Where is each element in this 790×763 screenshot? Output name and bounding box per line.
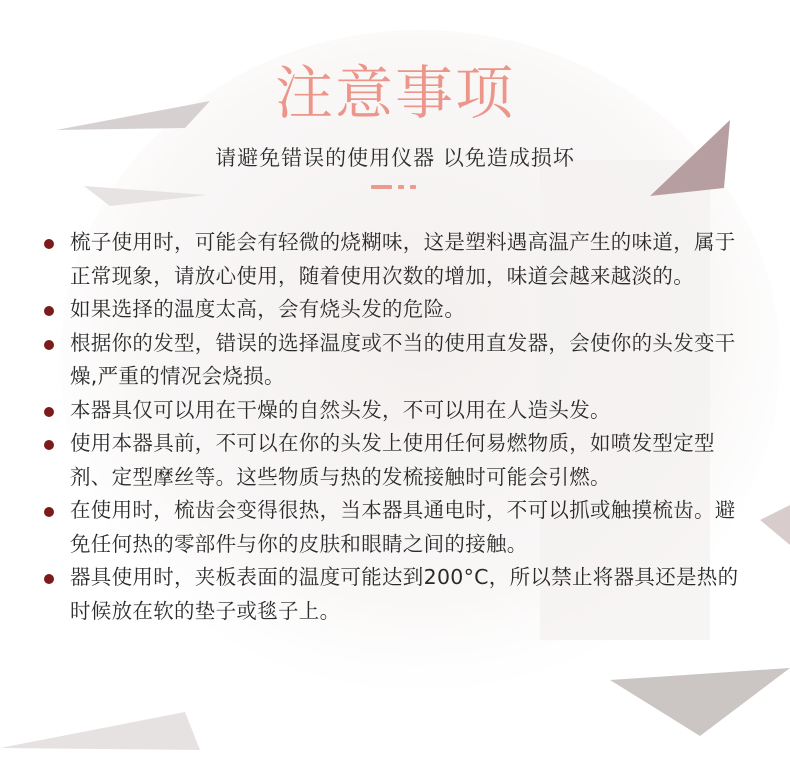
divider-segment-1 — [371, 185, 392, 189]
bullet-dot-icon — [44, 239, 54, 249]
page-title: 注意事项 — [274, 59, 515, 127]
list-item — [44, 327, 744, 394]
bullet-dot-icon — [44, 340, 54, 350]
bullet-dot-icon — [44, 407, 54, 417]
list-item — [44, 394, 744, 428]
list-item-text: 如果选择的温度太高，会有烧头发的危险。 — [70, 297, 466, 321]
list-item-text: 本器具仅可以用在干燥的自然头发，不可以用在人造头发。 — [70, 397, 611, 422]
list-item — [44, 226, 744, 293]
divider-segment-3 — [410, 185, 416, 189]
list-item — [44, 293, 744, 327]
divider-segment-2 — [398, 185, 404, 189]
list-item — [44, 494, 744, 561]
bullet-dot-icon — [44, 507, 54, 517]
list-item-text: 器具使用时，夹板表面的温度可能达到200°C，所以禁止将器具还是热的时候放在软的垫子或毯子上。 — [70, 565, 739, 623]
bullet-dot-icon — [44, 306, 54, 316]
list-item-text: 在使用时，梳齿会变得很热，当本器具通电时，不可以抓或触摸梳齿。避免任何热的零部件与你的皮肤和眼睛之间的接触。 — [70, 498, 736, 556]
bullet-dot-icon — [44, 574, 54, 584]
list-item-text: 梳子使用时，可能会有轻微的烧糊味，这是塑料遇高温产生的味道，属于正常现象，请放心使用，随着使用次数的增加，味道会越来越淡的。 — [70, 230, 736, 288]
bullet-dot-icon — [44, 440, 54, 450]
list-item-text: 根据你的发型，错误的选择温度或不当的使用直发器，会使你的头发变干燥,严重的情况会烧损。 — [70, 330, 736, 388]
list-item — [44, 427, 744, 494]
page-subtitle: 请避免错误的使用仪器 以免造成损坏 — [215, 146, 575, 170]
list-item-text: 使用本器具前，不可以在你的头发上使用任何易燃物质，如喷发型定型剂、定型摩丝等。这些物质与热的发梳接触时可能会引燃。 — [70, 431, 715, 489]
list-item — [44, 561, 744, 628]
precautions-list — [44, 226, 744, 628]
